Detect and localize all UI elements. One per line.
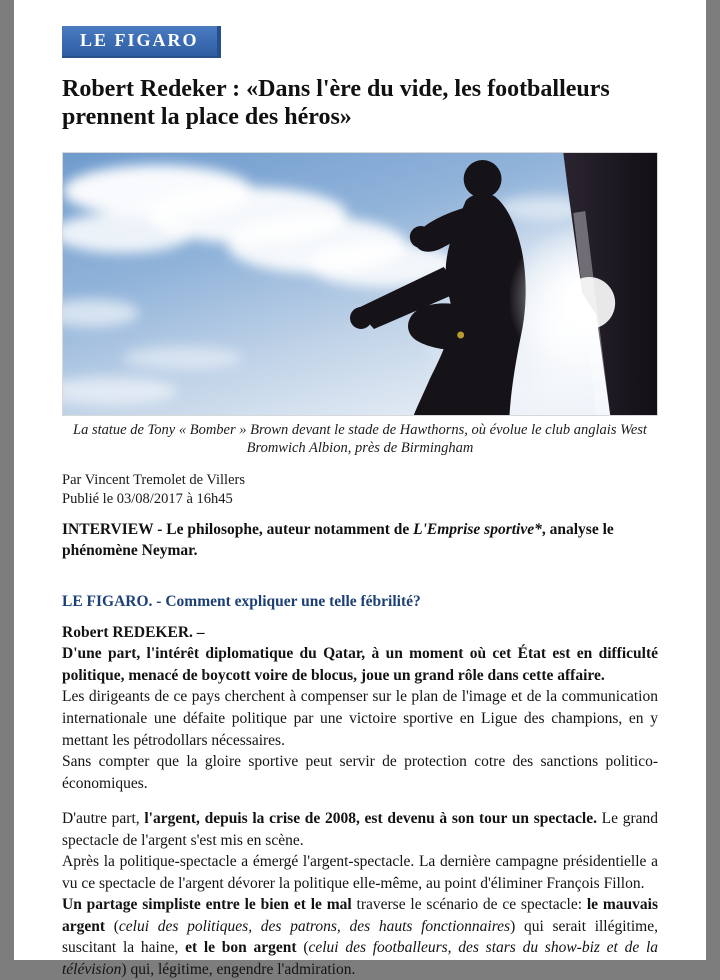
- lefigaro-logo-text: LE FIGARO: [80, 30, 199, 50]
- publish-date: Publié le 03/08/2017 à 16h45: [62, 491, 233, 508]
- photo-caption: La statue de Tony « Bomber » Brown devant le stade de Hawthorns, où évolue le club anglais West Bromwich Albion, près de Birmingham: [73, 421, 647, 457]
- article-headline: Robert Redeker : «Dans l'ère du vide, les footballeurs prennent la place des héros»: [62, 76, 610, 131]
- answer-block: Les dirigeants de ce pays cherchent à compenser sur le plan de l'image et de la communication internationale une défaite politique par une victoire sportive en Ligue des champions, en y mettant les pétrodollars nécessaires.: [62, 688, 658, 749]
- answer-block: D'autre part, l'argent, depuis la crise de 2008, est devenu à son tour un spectacle. Le grand spectacle de l'argent s'est mis en scène.: [62, 810, 659, 849]
- byline: [62, 471, 658, 509]
- answer-block: D'une part, l'intérêt diplomatique du Qatar, à un moment où cet État est en difficulté politique, menacé de boycott voire de blocus, joue un grand rôle dans cette affaire.: [62, 645, 658, 684]
- answer-block: Sans compter que la gloire sportive peut servir de protection cotre des sanctions politico-économiques.: [62, 753, 658, 792]
- article-lead: INTERVIEW - Le philosophe, auteur notamment de L'Emprise sportive*, analyse le phénomène Neymar.: [62, 521, 614, 559]
- article-page: [14, 0, 706, 978]
- answer-group-2: [62, 808, 658, 980]
- answer-block: Un partage simpliste entre le bien et le mal traverse le scénario de ce spectacle: le mauvais argent (celui des politiques, des patrons, des hauts fonctionnaires) qui serait illégitime, suscitant la haine, et le bon argent (celui des footballeurs, des stars du show-biz et de la télévision) qui, légitime, engendre l'admiration.: [62, 896, 659, 978]
- byline-author: Par Vincent Tremolet de Villers: [62, 472, 245, 489]
- article-body: [62, 622, 658, 980]
- interview-question: LE FIGARO. - Comment expliquer une telle fébrilité?: [62, 592, 421, 610]
- article-photo: [62, 152, 658, 459]
- statue-badge-dot: [457, 331, 464, 338]
- lefigaro-logo[interactable]: [62, 26, 221, 58]
- statue-photo: [62, 152, 658, 416]
- answer-block: Après la politique-spectacle a émergé l'argent-spectacle. La dernière campagne présidentielle a vu ce spectacle de l'argent dévorer la politique elle-même, au point d'éliminer François Fillon.: [62, 853, 658, 892]
- answer-group-1: [62, 622, 658, 794]
- answer-block: Robert REDEKER. –: [62, 623, 205, 641]
